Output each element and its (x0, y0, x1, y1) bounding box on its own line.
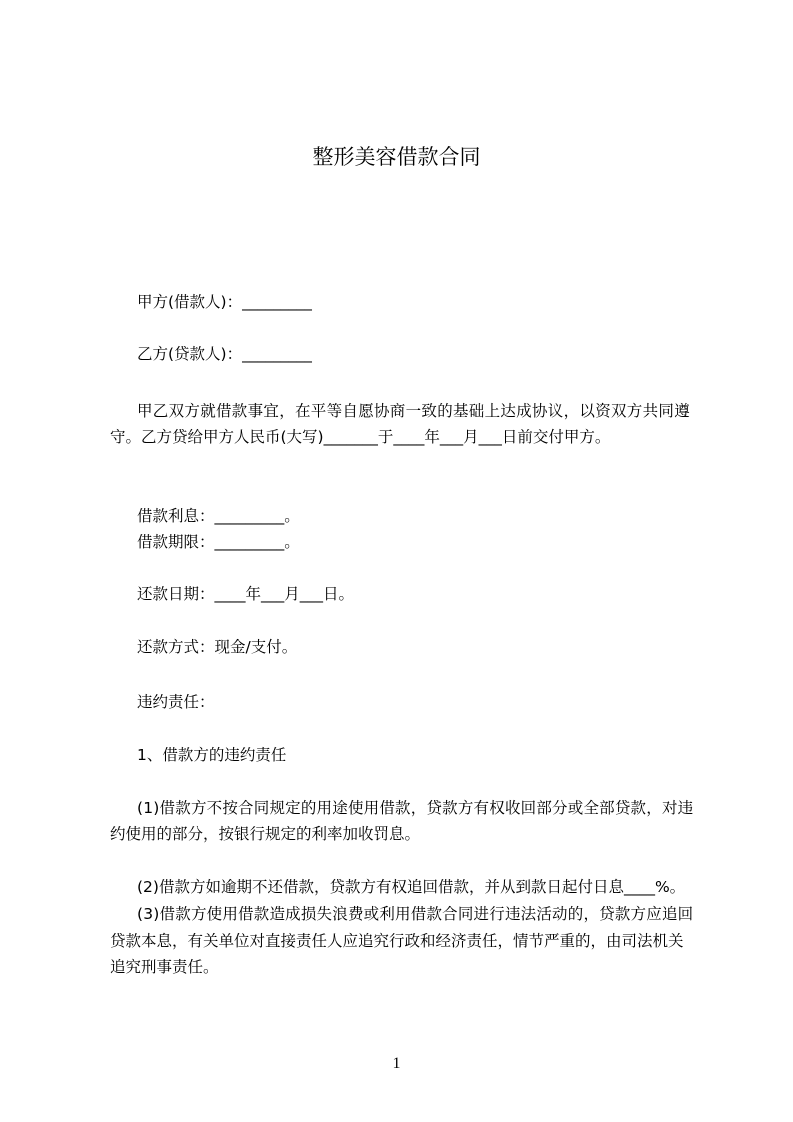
document-title: 整形美容借款合同 (312, 145, 481, 169)
item-3-line-3: 追究刑事责任。 (110, 958, 219, 976)
item-1-line-2: 约使用的部分，按银行规定的利率加收罚息。 (110, 825, 421, 843)
term-line: 借款期限：_________。 (137, 533, 300, 551)
repay-method-line: 还款方式：现金/支付。 (137, 638, 298, 656)
liability-heading: 违约责任： (137, 693, 215, 711)
item-3-line-1: (3)借款方使用借款造成损失浪费或利用借款合同进行违法活动的，贷款方应追回 (137, 905, 694, 923)
item-2-line-1: (2)借款方如逾期不还借款，贷款方有权追回借款，并从到款日起付日息____%。 (137, 878, 686, 896)
party-a-line: 甲方(借款人)：_________ (137, 293, 312, 311)
item-3-line-2: 贷款本息，有关单位对直接责任人应追究行政和经济责任，情节严重的，由司法机关 (110, 932, 684, 950)
intro-paragraph-line-1: 甲乙双方就借款事宜，在平等自愿协商一致的基础上达成协议，以资双方共同遵 (137, 402, 691, 420)
interest-line: 借款利息：_________。 (137, 507, 300, 525)
party-b-line: 乙方(贷款人)：_________ (137, 345, 312, 363)
item-1-line-1: (1)借款方不按合同规定的用途使用借款，贷款方有权收回部分或全部贷款，对违 (137, 799, 694, 817)
repay-date-line: 还款日期：____年___月___日。 (137, 585, 355, 603)
intro-paragraph-line-2: 守。乙方贷给甲方人民币(大写)_______于____年___月___日前交付甲方。 (110, 428, 611, 446)
section-1-heading: 1、借款方的违约责任 (137, 746, 287, 764)
page-number: 1 (392, 1055, 401, 1072)
